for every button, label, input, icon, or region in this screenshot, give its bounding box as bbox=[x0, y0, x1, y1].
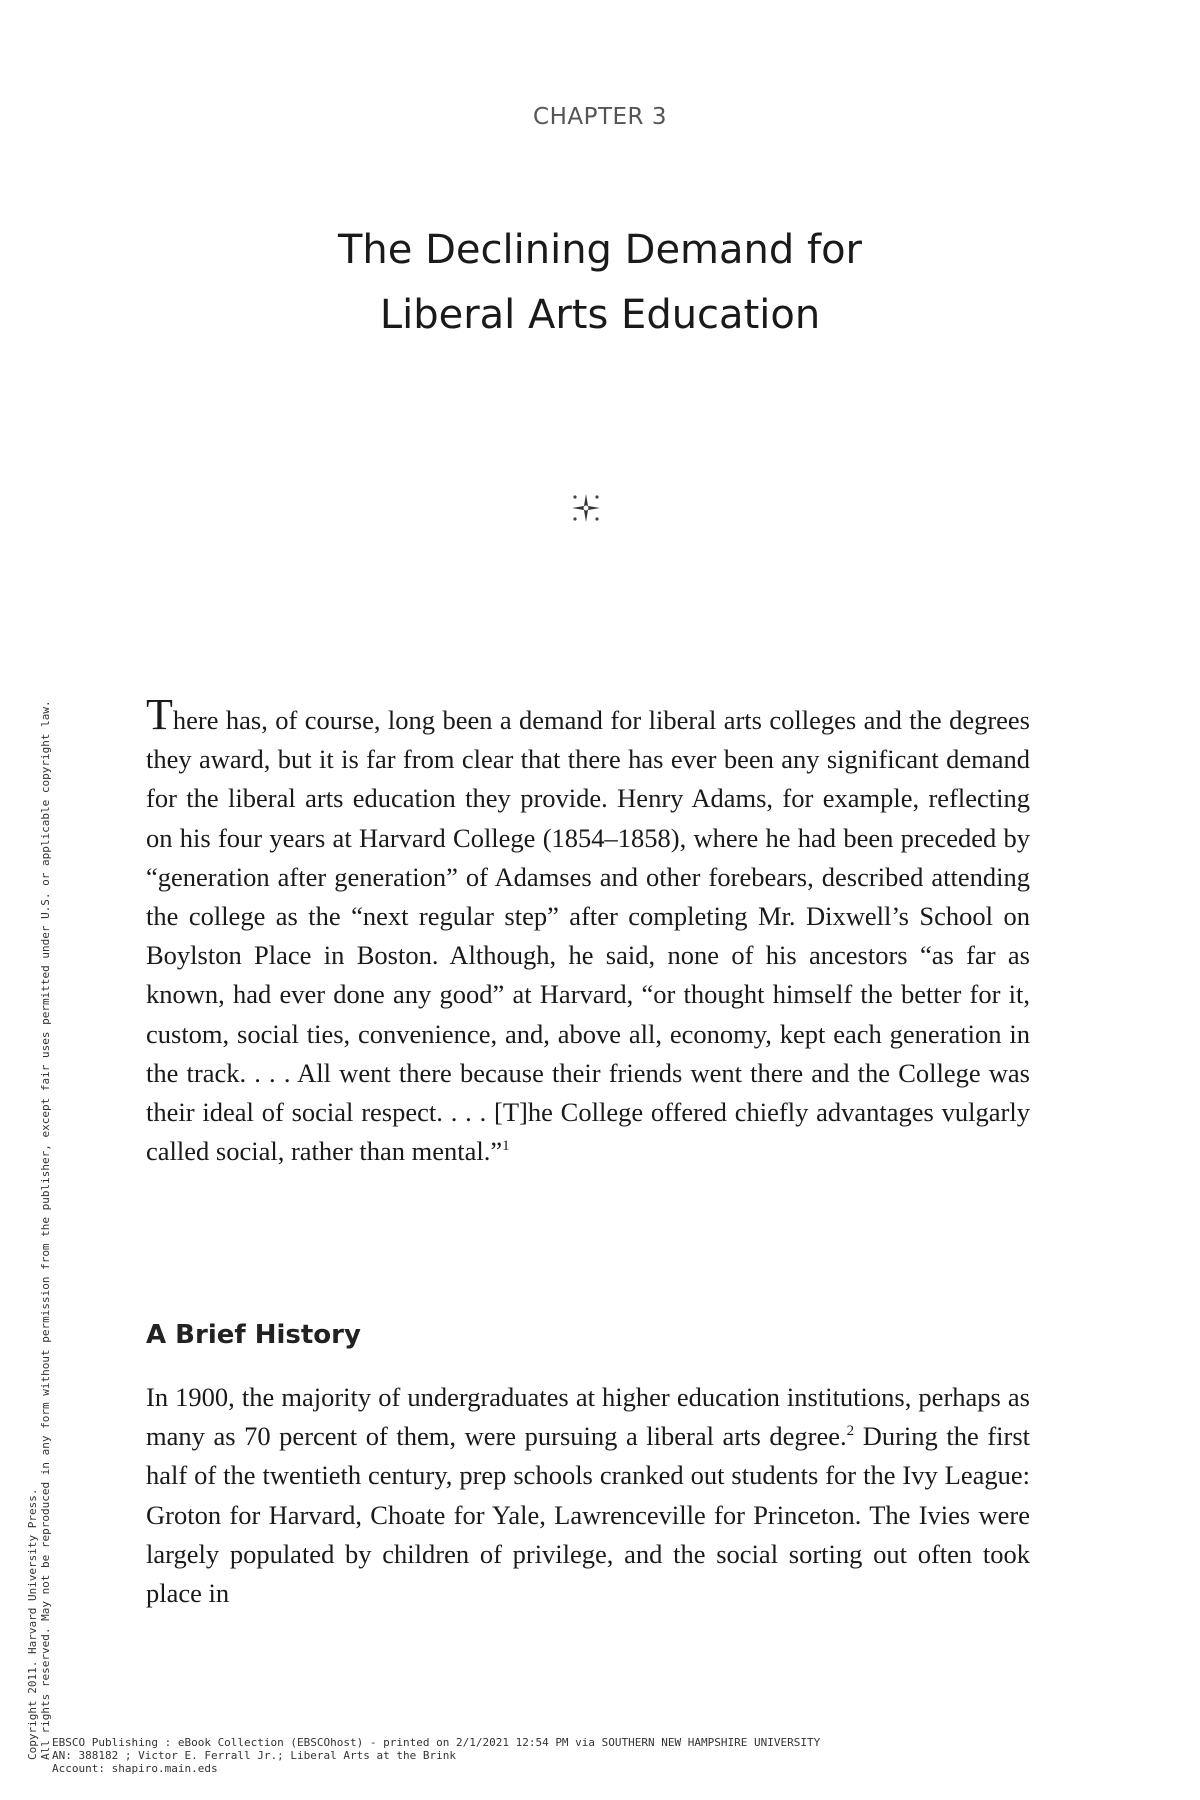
sparkle-ornament-icon bbox=[566, 488, 606, 528]
opening-paragraph bbox=[146, 690, 1030, 1171]
paragraph-text: In 1900, the majority of undergraduates at higher education institutions, perhaps as many as 70 percent of them, were pursuing a liberal arts degree. bbox=[146, 1382, 1030, 1452]
chapter-label: CHAPTER 3 bbox=[533, 104, 667, 130]
copyright-line-2: All rights reserved. May not be reproduced in any form without permission from the publisher, except fair uses permitted under U.S. or applicable copyright law. bbox=[39, 700, 52, 1760]
footnote-marker[interactable]: 2 bbox=[846, 1423, 855, 1440]
print-footer bbox=[52, 1736, 820, 1775]
drop-cap: T bbox=[146, 690, 173, 739]
copyright-line-1: Copyright 2011. Harvard University Press. bbox=[26, 1488, 39, 1760]
chapter-title-line-1: The Declining Demand for bbox=[337, 227, 862, 273]
paragraph-text-continued: During the first half of the twentieth century, prep schools cranked out students for the Ivy League: Groton for Harvard, Choate for Yale, Lawrenceville for Princeton. The Ivies were largely populated by children of privilege, and the social sorting out often took place in bbox=[146, 1421, 1031, 1609]
section-paragraph bbox=[146, 1378, 1030, 1613]
copyright-notice bbox=[26, 460, 52, 1760]
footer-line-3: Account: shapiro.main.eds bbox=[52, 1762, 218, 1775]
footer-line-2: AN: 388182 ; Victor E. Ferrall Jr.; Liberal Arts at the Brink bbox=[52, 1749, 456, 1762]
footnote-marker[interactable]: 1 bbox=[502, 1138, 510, 1155]
paragraph-text: here has, of course, long been a demand for liberal arts colleges and the degrees they award, but it is far from clear that there has ever been any significant demand for the liberal arts education they provide. Henry Adams, for example, reflecting on his four years at Harvard College (1854–1858), where he had been preceded by “generation after generation” of Adamses and other forebears, described attending the college as the “next regular step” after completing Mr. Dixwell’s School on Boylston Place in Boston. Although, he said, none of his ancestors “as far as known, had ever done any good” at Harvard, “or thought himself the better for it, custom, social ties, convenience, and, above all, economy, kept each generation in the track. . . . All went there because their friends went there and the College was their ideal of social respect. . . . [T]he College offered chiefly advantages vulgarly called social, rather than mental.” bbox=[146, 705, 1030, 1167]
section-heading: A Brief History bbox=[146, 1320, 361, 1350]
footer-line-1: EBSCO Publishing : eBook Collection (EBSCOhost) - printed on 2/1/2021 12:54 PM via SOUTHERN NEW HAMPSHIRE UNIVERSITY bbox=[52, 1736, 821, 1749]
chapter-title-line-2: Liberal Arts Education bbox=[379, 292, 821, 338]
chapter-title bbox=[0, 218, 1200, 348]
